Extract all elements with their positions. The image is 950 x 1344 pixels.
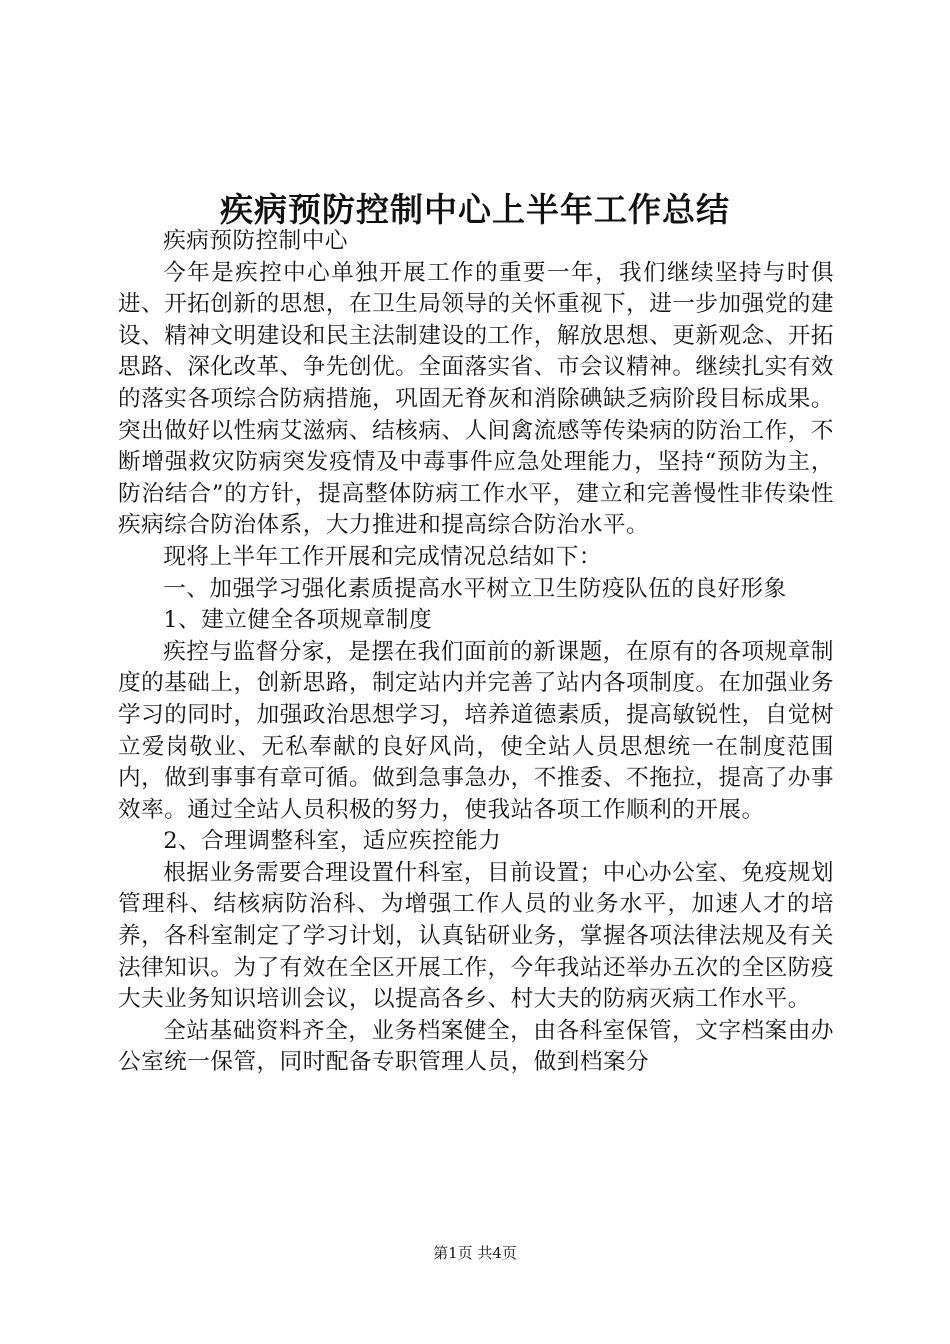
- page-number-footer: 第1页 共4页: [433, 1244, 517, 1262]
- subsection-heading: 1、建立健全各项规章制度: [163, 607, 433, 634]
- paragraph: 根据业务需要合理设置什科室，目前设置；中心办公室、免疫规划管理科、结核病防治科、为增强工作人员的业务水平，加速人才的培养，各科室制定了学习计划，认真钻研业务，掌握各项法律法规及有关法律知识。为了有效在全区开展工作，今年我站还举办五次的全区防疫大夫业务知识培训会议，以提高各乡、村大夫的防病灭病工作水平。: [118, 859, 834, 1013]
- subsection-heading: 2、合理调整科室，适应疾控能力: [163, 828, 502, 855]
- paragraph: 疾病预防控制中心: [163, 228, 348, 254]
- section-heading: 一、加强学习强化素质提高水平树立卫生防疫队伍的良好形象: [163, 575, 787, 602]
- document-body: [118, 226, 834, 1079]
- paragraph: 全站基础资料齐全，业务档案健全，由各科室保管，文字档案由办公室统一保管，同时配备专职管理人员，做到档案分: [118, 1017, 834, 1076]
- paragraph: 疾控与监督分家，是摆在我们面前的新课题，在原有的各项规章制度的基础上，创新思路，制定站内并完善了站内各项制度。在加强业务学习的同时，加强政治思想学习，培养道德素质，提高敏锐性，自觉树立爱岗敬业、无私奉献的良好风尚，使全站人员思想统一在制度范围内，做到事事有章可循。做到急事急办，不推委、不拖拉，提高了办事效率。通过全站人员积极的努力，使我站各项工作顺利的开展。: [118, 638, 834, 823]
- paragraph: 今年是疾控中心单独开展工作的重要一年，我们继续坚持与时俱进、开拓创新的思想，在卫生局领导的关怀重视下，进一步加强党的建设、精神文明建设和民主法制建设的工作，解放思想、更新观念、开拓思路、深化改革、争先创优。全面落实省、市会议精神。继续扎实有效的落实各项综合防病措施，巩固无脊灰和消除碘缺乏病阶段目标成果。突出做好以性病艾滋病、结核病、人间禽流感等传染病的防治工作，不断增强救灾防病突发疫情及中毒事件应急处理能力，坚持“预防为主，防治结合”的方针，提高整体防病工作水平，建立和完善慢性非传染性疾病综合防治体系，大力推进和提高综合防治水平。: [118, 259, 834, 539]
- paragraph: 现将上半年工作开展和完成情况总结如下：: [163, 543, 602, 570]
- document-title: 疾病预防控制中心上半年工作总结: [220, 190, 730, 229]
